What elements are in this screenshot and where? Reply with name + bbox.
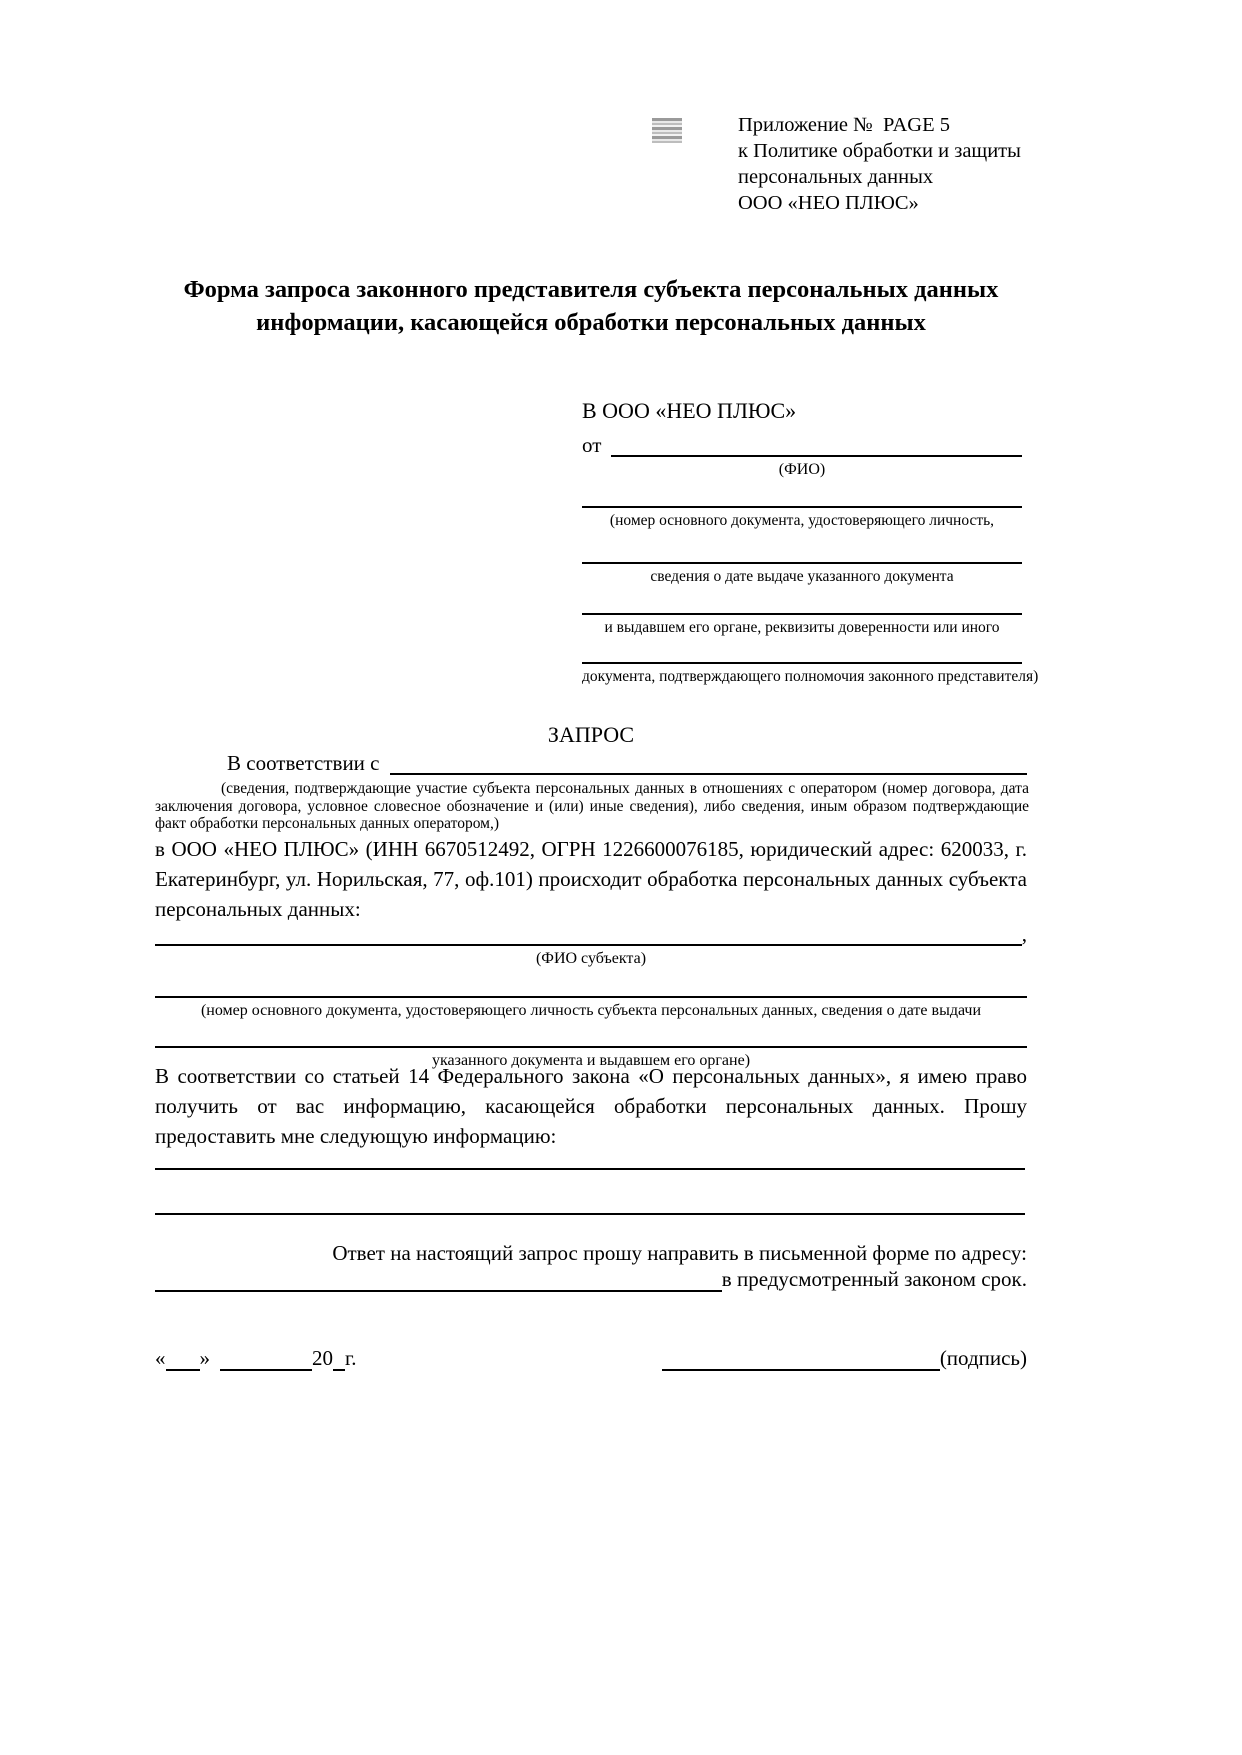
from-row [582,433,1022,457]
representative-authority-caption: документа, подтверждающего полномочия законного представителя) [582,668,1039,685]
intro-prefix: В соответствии с [227,751,380,775]
policy-line-1: к Политике обработки и защиты [738,140,1021,162]
signature-caption: (подпись) [939,1346,1027,1370]
signature-group [662,1345,1027,1371]
form-title-line-1: Форма запроса законного представителя субъекта персональных данных [183,276,999,303]
form-title-line-2: информации, касающейся обработки персональных данных [256,309,926,336]
form-title [155,273,1027,339]
basis-fineprint-caption: (сведения, подтверждающие участие субъекта персональных данных в отношениях с оператором (номер договора, дата заключения договора, условное словесное обозначение и (или) иные сведения), либо сведения, иным образом подтверждающие факт обработки персональных данных оператором,) [155,780,1029,832]
organization-name: ООО «НЕО ПЛЮС» [738,192,919,214]
appendix-number-line: Приложение № PAGE 5 [738,114,950,136]
term-row [155,1266,1027,1292]
subject-fio-trailing-comma: , [1021,922,1027,946]
signature-blank-line [662,1349,940,1371]
term-suffix: в предусмотренный законом срок. [721,1267,1027,1291]
subject-fio-blank-line [155,944,1022,946]
operator-paragraph: в ООО «НЕО ПЛЮС» (ИНН 6670512492, ОГРН 1226600076185, юридический адрес: 620033, г. Екатеринбург, ул. Норильская, 77, оф.101) происходит обработка персональных данных субъекта персональных данных: [155,837,1027,921]
issue-date-caption: сведения о дате выдаче указанного документа [650,568,954,585]
fio-blank-line [611,455,1022,457]
requested-info-blank-line-1 [155,1168,1025,1170]
subject-authority-caption: указанного документа и выдавшем его органе) [431,1052,751,1069]
policy-line-2: персональных данных [738,166,934,188]
date-group [155,1345,357,1371]
footer-row [155,1345,1027,1371]
issuing-authority-blank-line [582,613,1022,615]
issue-date-blank-line [582,562,1022,564]
date-year-prefix: 20 [312,1346,333,1370]
date-month-blank [220,1349,312,1371]
date-day-blank [166,1349,200,1371]
law-paragraph: В соответствии со статьей 14 Федерального закона «О персональных данных», я имею право получить от вас информацию, касающейся обработки персональных данных. Прошу предоставить мне следующую информацию: [155,1064,1027,1148]
fio-caption: (ФИО) [778,461,826,478]
appendix-header [738,112,1068,216]
subject-document-caption: (номер основного документа, удостоверяющего личность субъекта персональных данных, сведения о дате выдачи [200,1002,982,1019]
addressee-organization: В ООО «НЕО ПЛЮС» [582,398,797,423]
date-year-blank [333,1349,345,1371]
address-blank-line [155,1290,722,1292]
date-open-quote: « [155,1346,166,1370]
subject-authority-blank-line [155,1046,1027,1048]
subject-fio-caption: (ФИО субъекта) [535,950,647,967]
issuing-authority-caption: и выдавшем его органе, реквизиты доверенности или иного [604,619,1000,636]
document-number-blank-line [582,506,1022,508]
answer-delivery-line: Ответ на настоящий запрос прошу направить в письменной форме по адресу: [332,1241,1027,1265]
subject-fio-row [155,922,1027,946]
subject-block [155,922,1027,1070]
addressee-block [582,398,1039,686]
document-number-caption: (номер основного документа, удостоверяющего личность, [609,512,995,529]
from-label: от [582,433,602,457]
text-lines-icon [652,118,682,143]
date-close-quote: » [199,1346,210,1370]
basis-blank-line [390,773,1028,775]
date-year-suffix: г. [345,1346,357,1370]
subject-document-blank-line [155,996,1027,998]
representative-authority-blank-line [582,662,1022,664]
requested-info-blank-line-2 [155,1213,1025,1215]
intro-row [155,751,1027,775]
request-heading: ЗАПРОС [547,722,635,747]
